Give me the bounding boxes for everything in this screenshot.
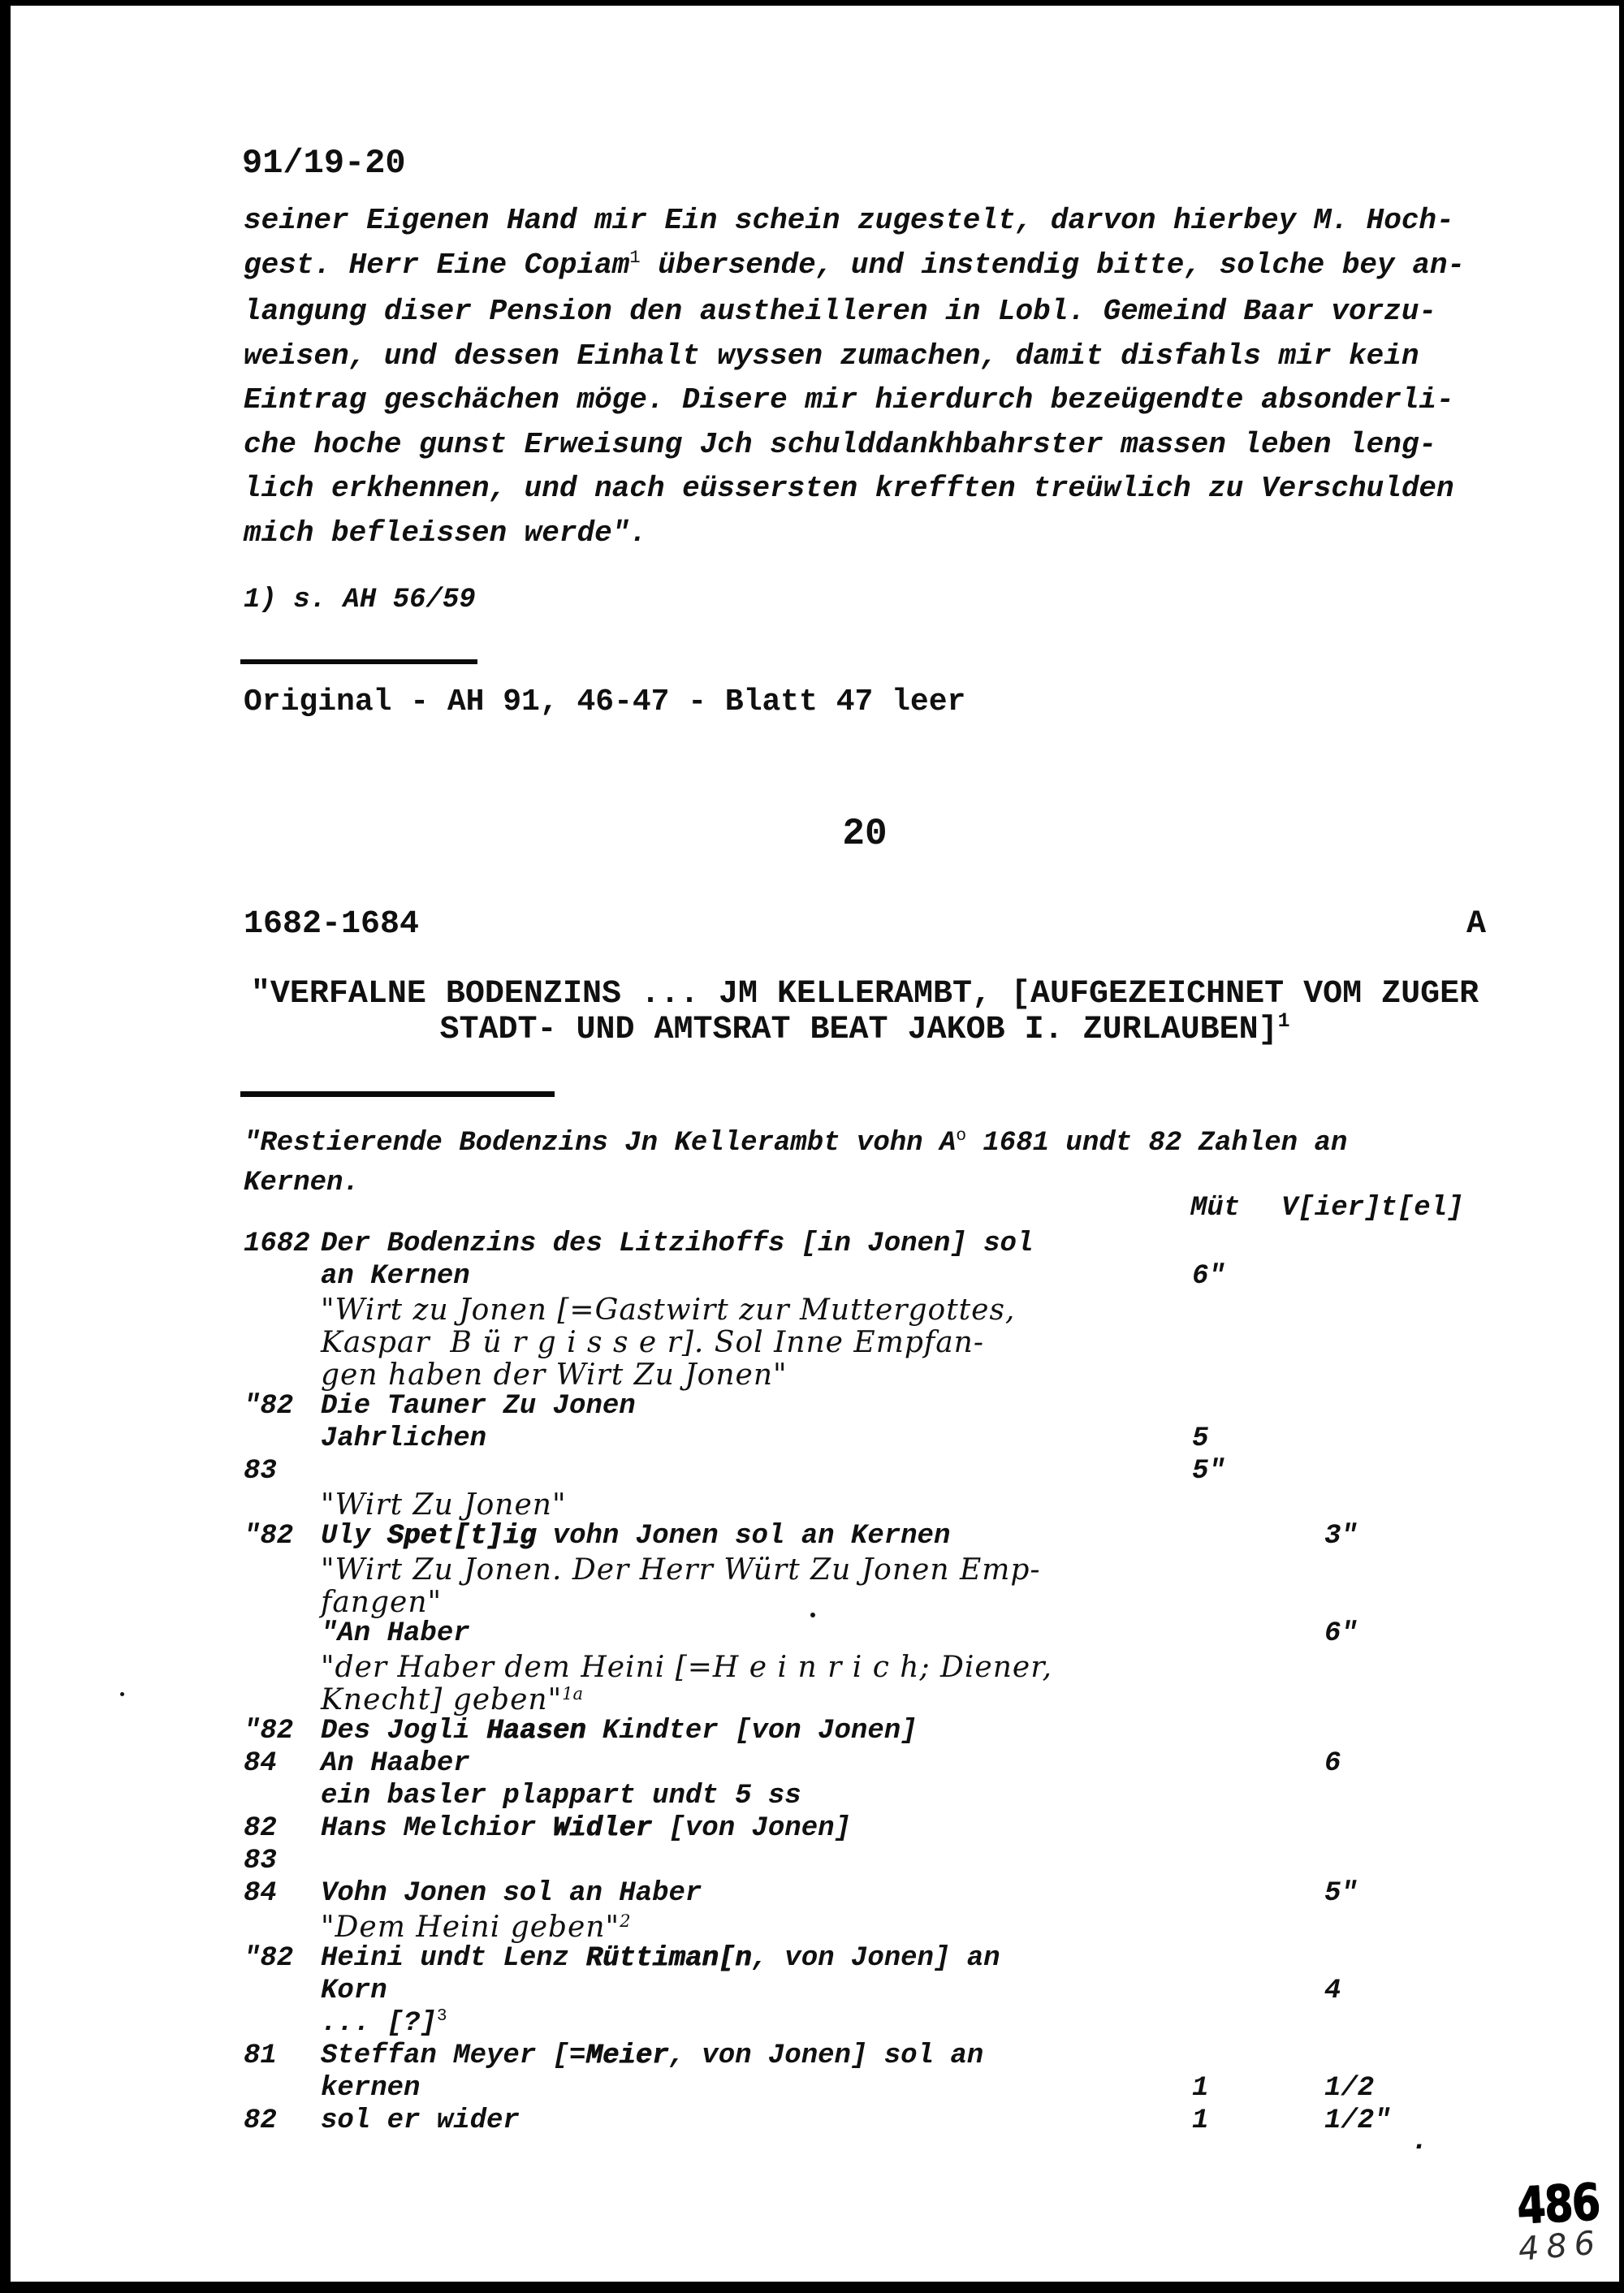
text-segment: Der Bodenzins des Litzihoffs [in Jonen] sol — [321, 1229, 1034, 1259]
text-segment: Heini undt Lenz — [321, 1943, 586, 1974]
text-segment: Haasen — [486, 1716, 586, 1747]
row-text — [321, 2008, 447, 2039]
paragraph-line — [244, 378, 1494, 423]
script-text-segment: Kaspar B ü r g i s s e r]. Sol Inne Empfan- — [321, 1326, 985, 1359]
paragraph-line — [244, 335, 1494, 379]
superscript: 3 — [436, 2006, 447, 2027]
row-year: 84 — [244, 1878, 277, 1909]
text-segment: lich erkhennen, und nach eüssersten krefften treüwlich zu Verschulden — [244, 472, 1454, 505]
row-viertel: 4 — [1324, 1976, 1341, 2006]
row-text — [321, 1651, 1052, 1686]
table-row — [244, 2073, 1510, 2105]
text-segment: "VERFALNE BODENZINS ... JM KELLERAMBT, [AUFGEZEICHNET VOM ZUGER — [250, 976, 1479, 1013]
scan-artifact-dot — [120, 1692, 124, 1696]
superscript: 2 — [620, 1911, 631, 1932]
table-row — [244, 1716, 1510, 1748]
footnote: 1) s. AH 56/59 — [244, 585, 476, 615]
script-text-segment: "Dem Heini geben" — [321, 1911, 620, 1944]
table-row — [244, 1423, 1510, 1456]
row-text — [321, 2105, 520, 2136]
text-segment: gest. Herr Eine Copiam — [244, 248, 630, 282]
table-row — [244, 1456, 1510, 1488]
text-segment: Eintrag geschächen möge. Disere mir hierdurch bezeügendte absonderli- — [244, 383, 1454, 417]
source-line: Original - AH 91, 46-47 - Blatt 47 leer — [244, 684, 966, 719]
row-viertel: 6" — [1324, 1618, 1358, 1649]
text-segment: Die Tauner Zu Jonen — [321, 1391, 636, 1422]
row-mut: 1 — [1192, 2073, 1209, 2104]
text-segment: sol er wider — [321, 2105, 520, 2136]
text-segment: Vohn Jonen sol an Haber — [321, 1878, 702, 1909]
row-viertel: 3" — [1324, 1521, 1358, 1552]
column-header-viertel: V[ier]t[el] — [1281, 1193, 1464, 1224]
row-text — [321, 1911, 631, 1945]
text-segment: Meier — [585, 2040, 669, 2071]
text-segment: 1681 undt 82 Zahlen an — [966, 1128, 1348, 1159]
text-segment: , von Jonen] sol an — [668, 2040, 984, 2071]
table-row — [244, 1781, 1510, 1813]
entry-title — [244, 977, 1486, 1051]
superscript: o — [956, 1126, 966, 1146]
superscript: 1a — [562, 1683, 584, 1704]
row-year: 84 — [244, 1748, 277, 1779]
table-row — [244, 1846, 1510, 1878]
text-segment: Korn — [321, 1976, 387, 2006]
row-year: 82 — [244, 1813, 277, 1844]
table-row — [244, 1943, 1510, 1976]
text-segment: Uly — [321, 1521, 387, 1552]
page-number-marker: 486 — [1515, 2171, 1600, 2235]
text-segment: ... [?] — [321, 2008, 437, 2039]
text-segment: , von Jonen] an — [751, 1943, 1000, 1974]
archive-reference: 91/19-20 — [242, 144, 406, 183]
table-row — [244, 1976, 1510, 2008]
table-row — [244, 1748, 1510, 1781]
row-year: "82 — [244, 1391, 294, 1422]
text-segment: Jahrlichen — [321, 1423, 487, 1454]
superscript: 1 — [1277, 1010, 1290, 1034]
paragraph-line — [244, 423, 1494, 468]
text-segment: vohn Jonen sol an Kernen — [536, 1521, 951, 1552]
row-text — [321, 1391, 636, 1422]
table-row — [244, 1878, 1510, 1911]
script-text-segment: fangen" — [321, 1586, 443, 1619]
table-row — [244, 1683, 1510, 1716]
row-text — [321, 1618, 470, 1649]
table-row — [244, 1326, 1510, 1358]
paragraph-line — [244, 290, 1494, 335]
text-segment: "Restierende Bodenzins Jn Kellerambt vohn A — [244, 1128, 957, 1159]
row-mut: 1 — [1192, 2105, 1209, 2136]
row-text — [321, 1943, 1000, 1974]
title-line — [244, 1010, 1486, 1051]
text-segment: weisen, und dessen Einhalt wyssen zumachen, damit disfahls mir kein — [244, 339, 1419, 373]
paragraph-line — [244, 512, 1494, 556]
script-text-segment: "Wirt zu Jonen [=Gastwirt zur Muttergottes, — [321, 1293, 1016, 1327]
text-segment: che hoche gunst Erweisung Jch schulddankhbahrster massen leben leng- — [244, 427, 1437, 461]
scan-edge-left — [0, 0, 11, 2293]
text-segment: Kernen. — [244, 1168, 360, 1198]
row-year: 83 — [244, 1846, 277, 1876]
row-text — [321, 1813, 851, 1844]
scan-edge-bottom — [0, 2282, 1624, 2293]
row-text — [321, 1878, 702, 1909]
text-segment: An Haaber — [321, 1748, 470, 1779]
row-text — [321, 1358, 788, 1393]
scan-edge-top — [0, 0, 1624, 6]
row-year: 83 — [244, 1456, 277, 1487]
row-viertel: 1/2 — [1324, 2073, 1375, 2104]
superscript: 1 — [629, 247, 641, 269]
row-text — [321, 1716, 918, 1747]
row-text — [321, 1683, 583, 1718]
text-segment: Steffan Meyer [= — [321, 2040, 586, 2071]
table-row — [244, 1586, 1510, 1618]
trailing-period: . — [1411, 2124, 1429, 2157]
table-row — [244, 1553, 1510, 1586]
table-row — [244, 1911, 1510, 1943]
table-row — [244, 1293, 1510, 1326]
row-text — [321, 1748, 470, 1779]
text-segment: [von Jonen] — [652, 1813, 851, 1844]
text-segment: kernen — [321, 2073, 421, 2104]
script-text-segment: Knecht] geben" — [321, 1683, 563, 1717]
text-segment: Spet[t]ig — [387, 1521, 537, 1552]
table-row — [244, 1651, 1510, 1683]
row-year: "82 — [244, 1943, 294, 1974]
text-segment: an Kernen — [321, 1261, 470, 1292]
date-range: 1682-1684 — [244, 906, 420, 943]
table-row — [244, 1813, 1510, 1846]
table-row — [244, 1261, 1510, 1293]
page-number-pencil: 486 — [1517, 2223, 1604, 2269]
text-segment: Widler — [552, 1813, 653, 1844]
title-divider-rule — [240, 1091, 555, 1097]
row-viertel: 1/2" — [1324, 2105, 1391, 2136]
row-text — [321, 2073, 420, 2104]
title-line — [244, 977, 1486, 1013]
row-text — [321, 1976, 387, 2006]
row-mut: 5 — [1192, 1423, 1209, 1454]
script-text-segment: "der Haber dem Heini [=H e i n r i c h; Diener, — [321, 1651, 1052, 1684]
table-row — [244, 1488, 1510, 1521]
text-segment: Kindter [von Jonen] — [585, 1716, 918, 1747]
script-text-segment: "Wirt Zu Jonen. Der Herr Würt Zu Jonen Emp- — [321, 1553, 1041, 1587]
entry-number: 20 — [842, 813, 888, 855]
row-text — [321, 1488, 567, 1523]
ledger-table — [244, 1229, 1510, 2138]
table-row — [244, 1229, 1510, 1261]
footnote-divider-rule — [240, 659, 477, 664]
row-text — [321, 1423, 486, 1454]
paragraph-line — [244, 467, 1494, 512]
row-viertel: 6 — [1324, 1748, 1341, 1779]
paragraph-line — [244, 244, 1494, 291]
table-row — [244, 1358, 1510, 1391]
script-text-segment: "Wirt Zu Jonen" — [321, 1488, 567, 1522]
table-row — [244, 1391, 1510, 1423]
text-segment: seiner Eigenen Hand mir Ein schein zugestelt, darvon hierbey M. Hoch- — [244, 204, 1454, 237]
row-year: 81 — [244, 2040, 277, 2071]
row-text — [321, 1781, 801, 1812]
text-segment: Des Jogli — [321, 1716, 487, 1747]
row-text — [321, 1261, 470, 1292]
row-text — [321, 1521, 950, 1552]
row-text — [321, 1229, 1033, 1259]
row-year: 1682 — [244, 1229, 310, 1259]
row-year: "82 — [244, 1521, 294, 1552]
row-mut: 6" — [1192, 1261, 1225, 1292]
entry-date-line — [244, 905, 1486, 944]
table-row — [244, 2008, 1510, 2040]
text-segment: Hans Melchior — [321, 1813, 553, 1844]
table-row — [244, 1521, 1510, 1553]
intro-line — [244, 1125, 1494, 1164]
row-viertel: 5" — [1324, 1878, 1358, 1909]
text-segment: Rüttiman[n — [585, 1943, 752, 1974]
text-segment: übersende, und instendig bitte, solche bey an- — [640, 248, 1466, 282]
row-text — [321, 2040, 983, 2071]
column-header-mut: Müt — [1190, 1193, 1241, 1224]
paragraph-line — [244, 199, 1494, 244]
text-segment: "An Haber — [321, 1618, 470, 1649]
row-text — [321, 1553, 1041, 1588]
text-segment: ein basler plappart undt 5 ss — [321, 1781, 801, 1812]
text-segment: STADT- UND AMTSRAT BEAT JAKOB I. ZURLAUBEN] — [439, 1012, 1278, 1048]
table-row — [244, 2040, 1510, 2073]
script-text-segment: gen haben der Wirt Zu Jonen" — [321, 1358, 788, 1392]
series-letter: A — [1466, 906, 1486, 943]
text-segment: langung diser Pension den austheilleren in Lobl. Gemeind Baar vorzu- — [244, 295, 1437, 328]
row-text — [321, 1293, 1015, 1328]
row-text — [321, 1586, 442, 1621]
scan-artifact-dot — [810, 1613, 815, 1617]
text-segment: mich befleissen werde". — [244, 516, 647, 550]
scan-edge-right — [1619, 0, 1624, 2293]
row-mut: 5" — [1192, 1456, 1225, 1487]
row-year: "82 — [244, 1716, 294, 1747]
row-year: 82 — [244, 2105, 277, 2136]
table-row — [244, 2105, 1510, 2138]
quotation-paragraph — [244, 199, 1494, 555]
table-row — [244, 1618, 1510, 1651]
row-text — [321, 1326, 984, 1361]
